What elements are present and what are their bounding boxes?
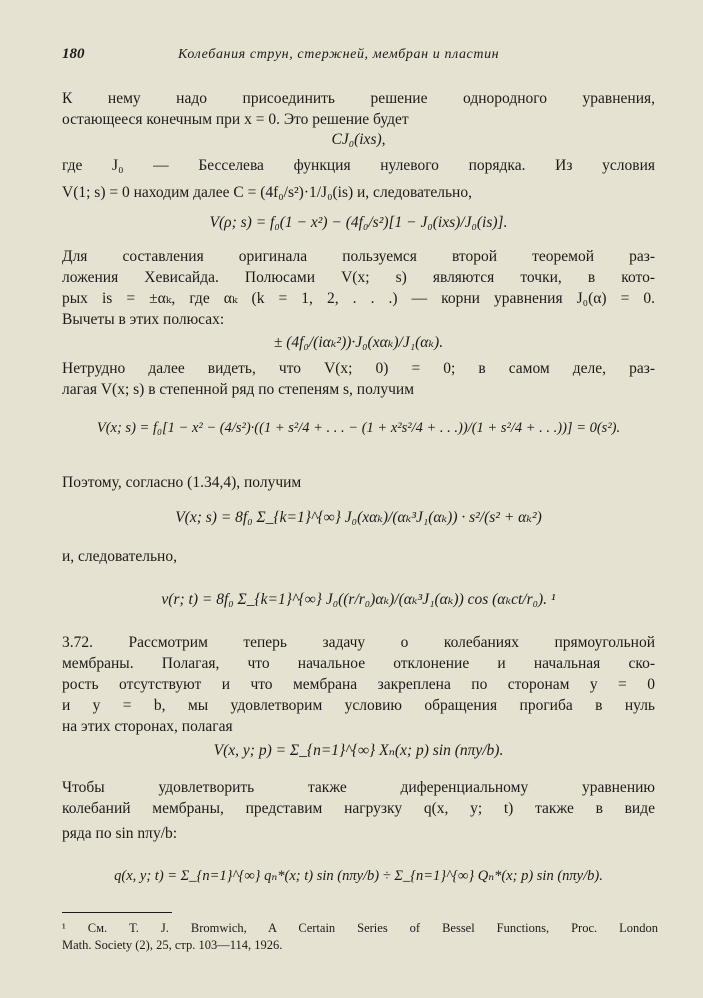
text-line: на этих сторонах, полагая bbox=[62, 718, 233, 735]
text-line: ложения Хевисайда. Полюсами V(x; s) являются точки, в кото- bbox=[62, 269, 655, 286]
footnote-line: ¹ См. T. J. Bromwich, A Certain Series of Bessel Functions, Proc. London bbox=[62, 921, 658, 935]
equation: V(ρ; s) = f₀(1 − x²) − (4f₀/s²)[1 − J₀(ixs)/J₀(is)]. bbox=[209, 214, 508, 231]
text-line: лагая V(x; s) в степенной ряд по степеням s, получим bbox=[62, 381, 415, 398]
text-line: остающееся конечным при x = 0. Это решение будет bbox=[62, 111, 409, 128]
equation: ± (4f₀/(iαₖ²))·J₀(xαₖ)/J₁(αₖ). bbox=[273, 334, 444, 351]
footnote-rule bbox=[62, 912, 172, 913]
equation: V(x; s) = f₀[1 − x² − (4/s²)·((1 + s²/4 + . . . − (1 + x²s²/4 + . . .))/(1 + s²/4 + . . .))] = 0(s²). bbox=[96, 420, 621, 436]
text-line: колебаний мембраны, представим нагрузку q(x, y; t) также в виде bbox=[62, 800, 655, 817]
text-line: Нетрудно далее видеть, что V(x; 0) = 0; в самом деле, раз- bbox=[62, 360, 655, 377]
text-line: ряда по sin nπy/b: bbox=[62, 825, 178, 842]
equation: q(x, y; t) = Σ_{n=1}^{∞} qₙ*(x; t) sin (nπy/b) ÷ Σ_{n=1}^{∞} Qₙ*(x; p) sin (nπy/b). bbox=[114, 868, 603, 884]
text-line: рость отсутствуют и что мембрана закреплена по сторонам y = 0 bbox=[62, 676, 655, 693]
text-line: и y = b, мы удовлетворим условию обращения прогиба в нуль bbox=[62, 697, 655, 714]
text-line: и, следовательно, bbox=[62, 548, 177, 565]
text-line: V(1; s) = 0 находим далее C = (4f₀/s²)·1/J₀(is) и, следовательно, bbox=[62, 184, 472, 201]
text-line: где J₀ — Бесселева функция нулевого порядка. Из условия bbox=[62, 157, 655, 174]
text-line: рых is = ±αₖ, где αₖ (k = 1, 2, . . .) — корни уравнения J₀(α) = 0. bbox=[62, 290, 655, 307]
page-number: 180 bbox=[62, 46, 85, 62]
text-line: Поэтому, согласно (1.34,4), получим bbox=[62, 474, 302, 491]
equation: v(r; t) = 8f₀ Σ_{k=1}^{∞} J₀((r/r₀)αₖ)/(αₖ³J₁(αₖ)) cos (αₖct/r₀). ¹ bbox=[161, 591, 556, 608]
text-line: Вычеты в этих полюсах: bbox=[62, 311, 225, 328]
text-line: К нему надо присоединить решение однородного уравнения, bbox=[62, 90, 655, 107]
equation: CJ₀(ixs), bbox=[331, 131, 386, 148]
equation: V(x; s) = 8f₀ Σ_{k=1}^{∞} J₀(xαₖ)/(αₖ³J₁(αₖ)) · s²/(s² + αₖ²) bbox=[175, 509, 542, 526]
text-line: Для составления оригинала пользуемся второй теоремой раз- bbox=[62, 248, 655, 265]
footnote-line: Math. Society (2), 25, стр. 103—114, 1926. bbox=[62, 938, 283, 952]
text-line: Чтобы удовлетворить также диференциальному уравнению bbox=[62, 779, 655, 796]
equation: V(x, y; p) = Σ_{n=1}^{∞} Xₙ(x; p) sin (nπy/b). bbox=[213, 742, 504, 759]
section-paragraph-line: 3.72. Рассмотрим теперь задачу о колебаниях прямоугольной bbox=[62, 634, 655, 651]
text-line: мембраны. Полагая, что начальное отклонение и начальная ско- bbox=[62, 655, 655, 672]
running-title: Колебания струн, стержней, мембран и пластин bbox=[178, 47, 500, 62]
